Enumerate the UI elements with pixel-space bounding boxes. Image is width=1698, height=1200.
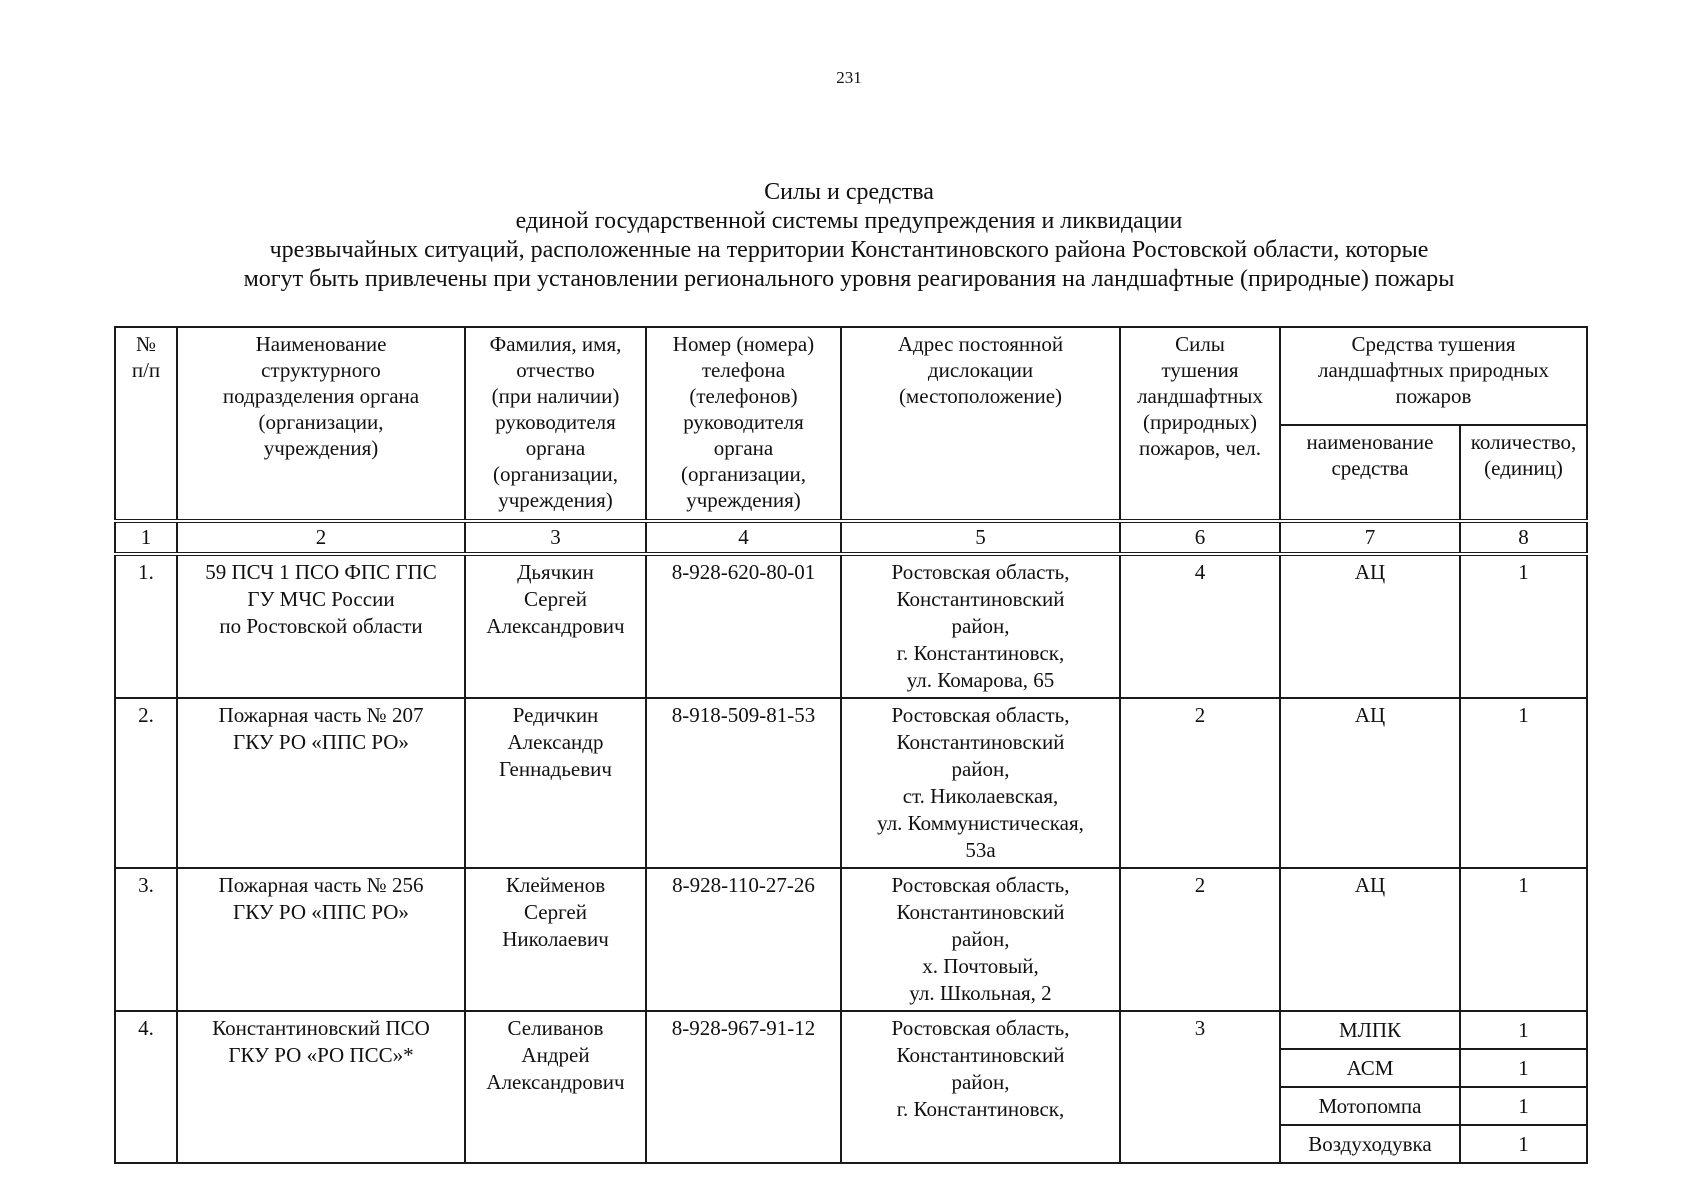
equipment-name: АСМ <box>1280 1049 1460 1087</box>
text-line: № <box>135 332 157 356</box>
text-line: 53а <box>965 838 996 862</box>
text-line: Редичкин <box>512 703 599 727</box>
header-col-phone <box>646 327 841 521</box>
text-line: (организации, <box>493 462 618 486</box>
text-line: г. Константиновск, <box>896 641 1065 665</box>
text-line: органа <box>713 436 774 460</box>
row-number: 2. <box>115 698 177 868</box>
equipment-name: Мотопомпа <box>1280 1087 1460 1125</box>
text-line: Сергей <box>524 587 587 611</box>
equipment-name: АЦ <box>1280 554 1460 698</box>
title-line: чрезвычайных ситуаций, расположенные на территории Константиновского района Ростовской области, которые <box>269 237 1429 263</box>
text-line: Пожарная часть № 256 <box>218 873 424 897</box>
address <box>841 698 1120 868</box>
text-line: (организации, <box>258 410 384 434</box>
text-line: руководителя <box>683 410 804 434</box>
equipment-qty: 1 <box>1460 1087 1587 1125</box>
header-col-org <box>177 327 465 521</box>
head-name <box>465 698 646 868</box>
head-name <box>465 554 646 698</box>
column-number: 8 <box>1460 521 1587 554</box>
text-line: (природных) <box>1143 410 1257 434</box>
column-numbers-row <box>115 521 1587 554</box>
text-line: структурного <box>261 358 381 382</box>
text-line: ул. Комарова, 65 <box>906 668 1055 692</box>
forces-count: 3 <box>1120 1011 1280 1163</box>
text-line: ландшафтных <box>1137 384 1263 408</box>
table-row <box>115 1011 1587 1049</box>
row-number: 3. <box>115 868 177 1011</box>
text-line: ландшафтных природных <box>1318 358 1549 382</box>
forces-table <box>114 326 1588 1164</box>
text-line: ул. Школьная, 2 <box>909 981 1052 1005</box>
column-number: 6 <box>1120 521 1280 554</box>
header-col-head <box>465 327 646 521</box>
equipment-qty: 1 <box>1460 868 1587 1011</box>
equipment-qty: 1 <box>1460 1011 1587 1049</box>
text-line: руководителя <box>495 410 616 434</box>
text-line: (телефонов) <box>689 384 798 408</box>
text-line: Константиновский <box>896 1043 1065 1067</box>
header-col-equipment-name <box>1280 425 1460 521</box>
text-line: Николаевич <box>502 927 609 951</box>
equipment-qty: 1 <box>1460 554 1587 698</box>
equipment-name: Воздуходувка <box>1280 1125 1460 1163</box>
text-line: Селиванов <box>507 1016 604 1040</box>
text-line: (единиц) <box>1484 456 1563 480</box>
column-number: 3 <box>465 521 646 554</box>
text-line: ГКУ РО «ППС РО» <box>233 900 409 924</box>
address <box>841 1011 1120 1163</box>
column-number: 7 <box>1280 521 1460 554</box>
text-line: Константиновский <box>896 587 1065 611</box>
page-number: 231 <box>836 68 862 87</box>
title-line: единой государственной системы предупреждения и ликвидации <box>515 208 1183 234</box>
column-number: 1 <box>115 521 177 554</box>
text-line: по Ростовской области <box>219 614 423 638</box>
text-line: ГКУ РО «ППС РО» <box>233 730 409 754</box>
header-row <box>115 327 1587 425</box>
text-line: (местоположение) <box>898 384 1063 408</box>
text-line: Константиновский ПСО <box>212 1016 430 1040</box>
text-line: дислокации <box>927 358 1034 382</box>
text-line: Наименование <box>255 332 387 356</box>
head-name <box>465 868 646 1011</box>
text-line: органа <box>525 436 586 460</box>
text-line: 59 ПСЧ 1 ПСО ФПС ГПС <box>205 560 437 584</box>
address <box>841 868 1120 1011</box>
document-title <box>0 178 1698 294</box>
forces-count: 2 <box>1120 698 1280 868</box>
column-number: 5 <box>841 521 1120 554</box>
table-row <box>115 868 1587 1011</box>
phone-number: 8-928-967-91-12 <box>646 1011 841 1163</box>
text-line: Средства тушения <box>1351 332 1516 356</box>
equipment-qty: 1 <box>1460 1125 1587 1163</box>
text-line: количество, <box>1470 430 1577 454</box>
text-line: п/п <box>131 358 161 382</box>
text-line: ст. Николаевская, <box>902 784 1059 808</box>
org-name <box>177 554 465 698</box>
text-line: Геннадьевич <box>499 757 612 781</box>
text-line: (при наличии) <box>491 384 620 408</box>
title-line: Силы и средства <box>764 179 934 205</box>
table-row <box>115 554 1587 698</box>
text-line: пожаров <box>1395 384 1472 408</box>
text-line: учреждения) <box>263 436 379 460</box>
column-number: 2 <box>177 521 465 554</box>
text-line: Сергей <box>524 900 587 924</box>
table-row <box>115 698 1587 868</box>
text-line: учреждения) <box>498 488 613 512</box>
text-line: подразделения органа <box>222 384 420 408</box>
address <box>841 554 1120 698</box>
text-line: Клейменов <box>505 873 606 897</box>
text-line: Пожарная часть № 207 <box>218 703 424 727</box>
row-number: 4. <box>115 1011 177 1163</box>
header-col-forces <box>1120 327 1280 521</box>
phone-number: 8-928-620-80-01 <box>646 554 841 698</box>
text-line: (организации, <box>681 462 806 486</box>
equipment-name: МЛПК <box>1280 1011 1460 1049</box>
equipment-name: АЦ <box>1280 868 1460 1011</box>
text-line: г. Константиновск, <box>896 1097 1065 1121</box>
phone-number: 8-918-509-81-53 <box>646 698 841 868</box>
text-line: район, <box>951 757 1010 781</box>
org-name <box>177 1011 465 1163</box>
equipment-qty: 1 <box>1460 698 1587 868</box>
header-col-equipment <box>1280 327 1587 425</box>
equipment-qty: 1 <box>1460 1049 1587 1087</box>
text-line: пожаров, чел. <box>1138 436 1262 460</box>
head-name <box>465 1011 646 1163</box>
text-line: район, <box>951 927 1010 951</box>
text-line: Александрович <box>486 614 625 638</box>
header-col-equipment-qty <box>1460 425 1587 521</box>
text-line: отчество <box>516 358 595 382</box>
text-line: Номер (номера) <box>672 332 815 356</box>
org-name <box>177 868 465 1011</box>
text-line: Ростовская область, <box>891 1016 1070 1040</box>
header-col-address <box>841 327 1120 521</box>
text-line: телефона <box>701 358 786 382</box>
forces-count: 2 <box>1120 868 1280 1011</box>
text-line: Адрес постоянной <box>897 332 1064 356</box>
text-line: Константиновский <box>896 730 1065 754</box>
text-line: район, <box>951 1070 1010 1094</box>
text-line: Александр <box>507 730 604 754</box>
text-line: наименование <box>1306 430 1434 454</box>
row-number: 1. <box>115 554 177 698</box>
org-name <box>177 698 465 868</box>
text-line: район, <box>951 614 1010 638</box>
forces-count: 4 <box>1120 554 1280 698</box>
title-line: могут быть привлечены при установлении регионального уровня реагирования на ландшафтные (природные) пожары <box>243 266 1455 292</box>
text-line: Ростовская область, <box>891 560 1070 584</box>
text-line: тушения <box>1161 358 1239 382</box>
text-line: Ростовская область, <box>891 873 1070 897</box>
text-line: Дьячкин <box>517 560 594 584</box>
phone-number: 8-928-110-27-26 <box>646 868 841 1011</box>
text-line: ГКУ РО «РО ПСС»* <box>228 1043 414 1067</box>
text-line: ГУ МЧС России <box>247 587 395 611</box>
column-number: 4 <box>646 521 841 554</box>
text-line: средства <box>1331 456 1409 480</box>
text-line: ул. Коммунистическая, <box>877 811 1084 835</box>
text-line: Силы <box>1175 332 1225 356</box>
text-line: Константиновский <box>896 900 1065 924</box>
equipment-name: АЦ <box>1280 698 1460 868</box>
text-line: Ростовская область, <box>891 703 1070 727</box>
text-line: Александрович <box>486 1070 625 1094</box>
text-line: х. Почтовый, <box>922 954 1039 978</box>
text-line: Андрей <box>521 1043 590 1067</box>
text-line: учреждения) <box>686 488 801 512</box>
text-line: Фамилия, имя, <box>489 332 622 356</box>
header-col-number <box>115 327 177 521</box>
